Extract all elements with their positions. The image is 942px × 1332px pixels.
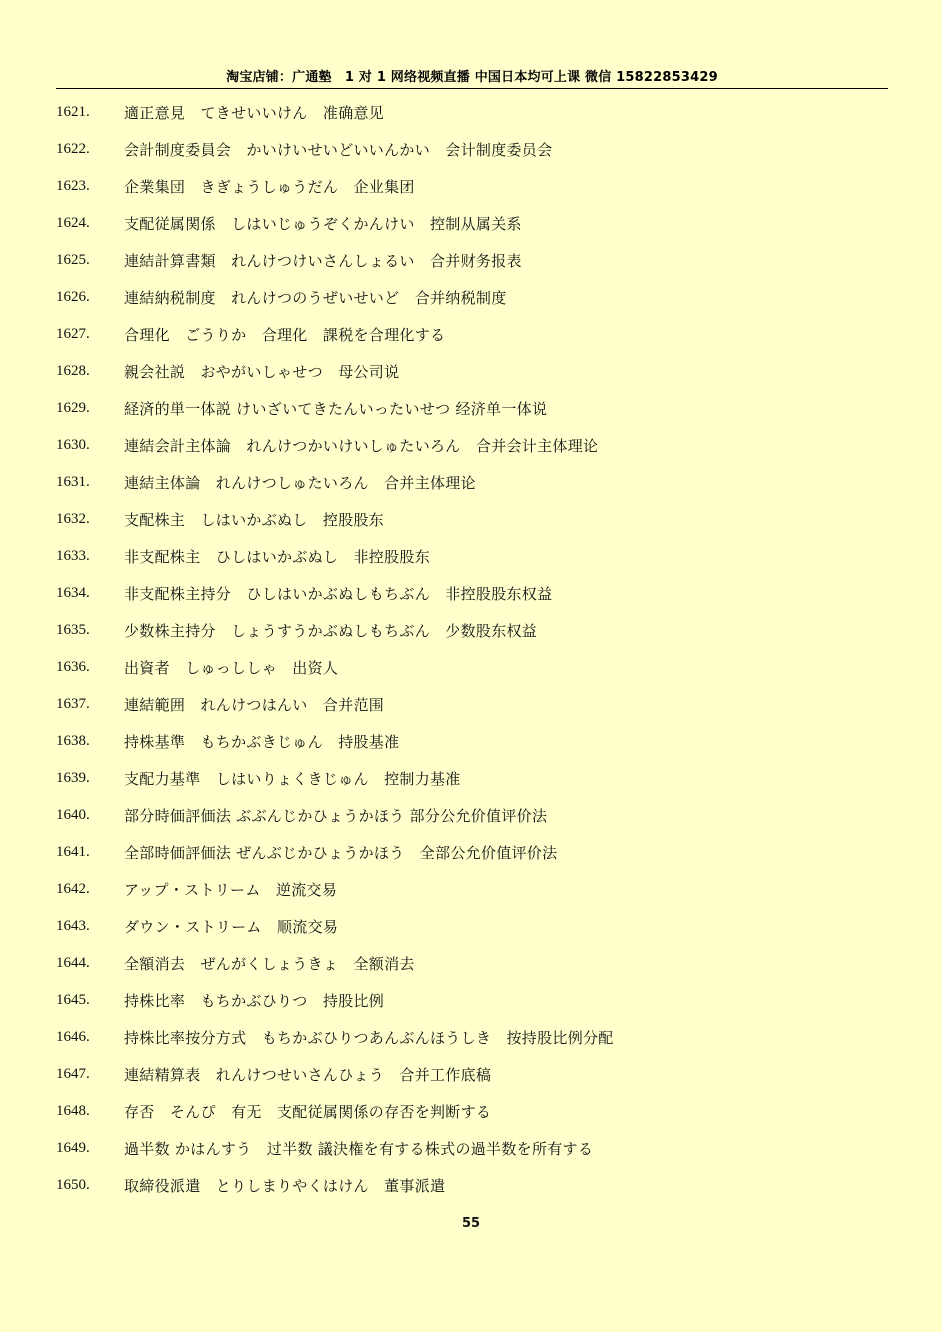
vocabulary-entry [56, 797, 888, 834]
entry-number: 1632. [56, 511, 90, 527]
entry-number: 1626. [56, 289, 90, 305]
entry-text: 連結納税制度 れんけつのうぜいせいど 合并纳税制度 [124, 289, 507, 307]
entry-number: 1623. [56, 178, 90, 194]
entry-text: 支配力基準 しはいりょくきじゅん 控制力基准 [124, 770, 461, 788]
entry-number: 1628. [56, 363, 90, 379]
vocabulary-entry [56, 686, 888, 723]
entry-text: 適正意見 てきせいいけん 准确意见 [124, 104, 385, 122]
entry-text: 非支配株主持分 ひしはいかぶぬしもちぶん 非控股股东权益 [124, 585, 553, 603]
entry-number: 1641. [56, 844, 90, 860]
vocabulary-entry [56, 908, 888, 945]
entry-number: 1627. [56, 326, 90, 342]
entry-text: 連結会計主体論 れんけつかいけいしゅたいろん 合并会计主体理论 [124, 437, 599, 455]
entry-text: ダウン・ストリーム 顺流交易 [124, 918, 339, 936]
vocabulary-entry [56, 760, 888, 797]
vocabulary-entry [56, 1167, 888, 1204]
entry-number: 1622. [56, 141, 90, 157]
entry-text: 連結精算表 れんけつせいさんひょう 合并工作底稿 [124, 1066, 492, 1084]
vocabulary-entry [56, 390, 888, 427]
vocabulary-entry [56, 501, 888, 538]
vocabulary-entry [56, 982, 888, 1019]
vocabulary-entry [56, 168, 888, 205]
vocabulary-entry [56, 1056, 888, 1093]
vocabulary-entry [56, 205, 888, 242]
entry-number: 1636. [56, 659, 90, 675]
entry-text: 過半数 かはんすう 过半数 議決権を有する株式の過半数を所有する [124, 1140, 594, 1158]
entry-text: 部分時価評価法 ぶぶんじかひょうかほう 部分公允价值评价法 [124, 807, 548, 825]
entry-text: 全額消去 ぜんがくしょうきょ 全额消去 [124, 955, 415, 973]
entry-text: 合理化 ごうりか 合理化 課税を合理化する [124, 326, 446, 344]
entry-number: 1639. [56, 770, 90, 786]
entry-number: 1633. [56, 548, 90, 564]
entry-text: 支配従属関係 しはいじゅうぞくかんけい 控制从属关系 [124, 215, 522, 233]
entry-number: 1649. [56, 1140, 90, 1156]
vocabulary-entry [56, 871, 888, 908]
entry-number: 1648. [56, 1103, 90, 1119]
entry-text: 持株比率按分方式 もちかぶひりつあんぶんほうしき 按持股比例分配 [124, 1029, 614, 1047]
vocabulary-entry [56, 723, 888, 760]
vocabulary-entry [56, 353, 888, 390]
entry-number: 1646. [56, 1029, 90, 1045]
entry-number: 1650. [56, 1177, 90, 1193]
entry-number: 1630. [56, 437, 90, 453]
vocabulary-entry [56, 538, 888, 575]
entry-text: 支配株主 しはいかぶぬし 控股股东 [124, 511, 385, 529]
page-number: 55 [461, 1216, 481, 1231]
entry-number: 1624. [56, 215, 90, 231]
entry-text: 持株基準 もちかぶきじゅん 持股基准 [124, 733, 400, 751]
vocabulary-entry [56, 649, 888, 686]
vocabulary-entry [56, 131, 888, 168]
vocabulary-entry [56, 1130, 888, 1167]
vocabulary-list [56, 94, 888, 1204]
entry-number: 1637. [56, 696, 90, 712]
entry-number: 1644. [56, 955, 90, 971]
vocabulary-entry [56, 427, 888, 464]
entry-text: 全部時価評価法 ぜんぶじかひょうかほう 全部公允价值评价法 [124, 844, 558, 862]
page-header: 淘宝店铺：广通塾 1 对 1 网络视频直播 中国日本均可上课 微信 15822853429 [226, 70, 718, 85]
entry-number: 1635. [56, 622, 90, 638]
entry-number: 1631. [56, 474, 90, 490]
entry-number: 1640. [56, 807, 90, 823]
vocabulary-entry [56, 316, 888, 353]
entry-number: 1643. [56, 918, 90, 934]
vocabulary-entry [56, 464, 888, 501]
entry-text: 親会社説 おやがいしゃせつ 母公司说 [124, 363, 400, 381]
entry-text: 非支配株主 ひしはいかぶぬし 非控股股东 [124, 548, 431, 566]
entry-text: 存否 そんぴ 有无 支配従属関係の存否を判断する [124, 1103, 492, 1121]
vocabulary-entry [56, 575, 888, 612]
entry-number: 1634. [56, 585, 90, 601]
entry-number: 1621. [56, 104, 90, 120]
entry-number: 1638. [56, 733, 90, 749]
entry-text: 連結範囲 れんけつはんい 合并范围 [124, 696, 385, 714]
vocabulary-entry [56, 612, 888, 649]
entry-text: 持株比率 もちかぶひりつ 持股比例 [124, 992, 385, 1010]
entry-text: 会計制度委員会 かいけいせいどいいんかい 会计制度委员会 [124, 141, 553, 159]
vocabulary-entry [56, 834, 888, 871]
entry-text: 連結主体論 れんけつしゅたいろん 合并主体理论 [124, 474, 476, 492]
entry-text: 連結計算書類 れんけつけいさんしょるい 合并财务报表 [124, 252, 522, 270]
entry-text: 企業集団 きぎょうしゅうだん 企业集团 [124, 178, 415, 196]
entry-number: 1629. [56, 400, 90, 416]
vocabulary-entry [56, 94, 888, 131]
entry-text: 出資者 しゅっししゃ 出资人 [124, 659, 339, 677]
entry-number: 1642. [56, 881, 90, 897]
header-divider [56, 88, 888, 89]
entry-text: 取締役派遣 とりしまりやくはけん 董事派遣 [124, 1177, 446, 1195]
entry-text: アップ・ストリーム 逆流交易 [124, 881, 338, 899]
vocabulary-entry [56, 242, 888, 279]
entry-number: 1625. [56, 252, 90, 268]
vocabulary-entry [56, 945, 888, 982]
entry-number: 1645. [56, 992, 90, 1008]
entry-number: 1647. [56, 1066, 90, 1082]
vocabulary-entry [56, 279, 888, 316]
entry-text: 経済的単一体説 けいざいてきたんいったいせつ 经济单一体说 [124, 400, 548, 418]
vocabulary-entry [56, 1019, 888, 1056]
entry-text: 少数株主持分 しょうすうかぶぬしもちぶん 少数股东权益 [124, 622, 538, 640]
vocabulary-entry [56, 1093, 888, 1130]
